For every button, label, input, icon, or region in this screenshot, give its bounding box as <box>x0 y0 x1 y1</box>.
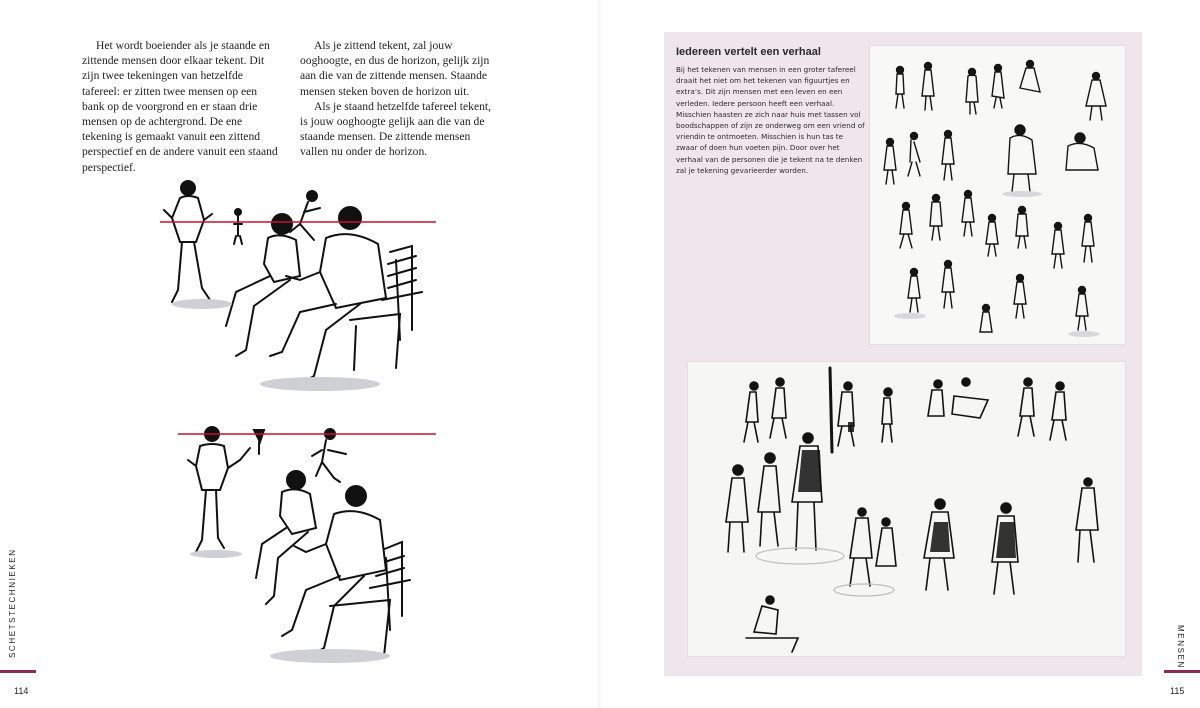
page-number-left: 114 <box>14 686 29 696</box>
text-column-1 <box>82 38 282 175</box>
paragraph-standing: Als je staand hetzelfde tafereel tekent, is jouw ooghoogte gelijk aan die van de staande mensen. De zittende mensen vallen nu onder de horizon. <box>300 99 492 159</box>
accent-bar-right <box>1164 670 1200 673</box>
section-label-left: SCHETSTECHNIEKEN <box>8 548 17 658</box>
page-gutter <box>598 0 602 708</box>
section-label-right: MENSEN <box>1176 625 1185 669</box>
sketch-standing-perspective <box>170 420 460 670</box>
text-column-2 <box>300 38 500 160</box>
page-number-right: 115 <box>1170 686 1185 696</box>
sketch-photo-walkers <box>688 362 1125 656</box>
paragraph-intro: Het wordt boeiender als je staande en zittende mensen door elkaar tekent. Dit zijn twee tekeningen van hetzelfde tafereel: er zitten twee mensen op een bank op de voorgrond en er staan drie mensen op de achtergrond. De ene tekening is gemaakt vanuit een zittend perspectief en de andere vanuit een staand perspectief. <box>82 39 278 174</box>
box-text: Bij het tekenen van mensen in een groter tafereel draait het niet om het tekenen van figuurtjes en extra’s. Dit zijn mensen met een leven en een verleden. Iedere persoon heeft een verhaal. Misschien haasten ze zich naar huis met tassen vol boodschappen of zijn ze onderweg om een vriend of vriendin te ontmoeten. Misschien is hun tas te zwaar of doen hun voeten pijn. Door over het verhaal van de personen die je tekent na te denken zal je tekening gevarieerder worden. <box>676 65 865 175</box>
sketch-seated-perspective <box>150 180 450 400</box>
sketch-photo-crowd <box>870 46 1125 344</box>
box-title: Iedereen vertelt een verhaal <box>676 46 821 58</box>
paragraph-seated: Als je zittend tekent, zal jouw ooghoogte, en dus de horizon, gelijk zijn aan die van de zittende mensen. Staande mensen steken boven de horizon uit. <box>300 39 490 98</box>
accent-bar-left <box>0 670 36 673</box>
